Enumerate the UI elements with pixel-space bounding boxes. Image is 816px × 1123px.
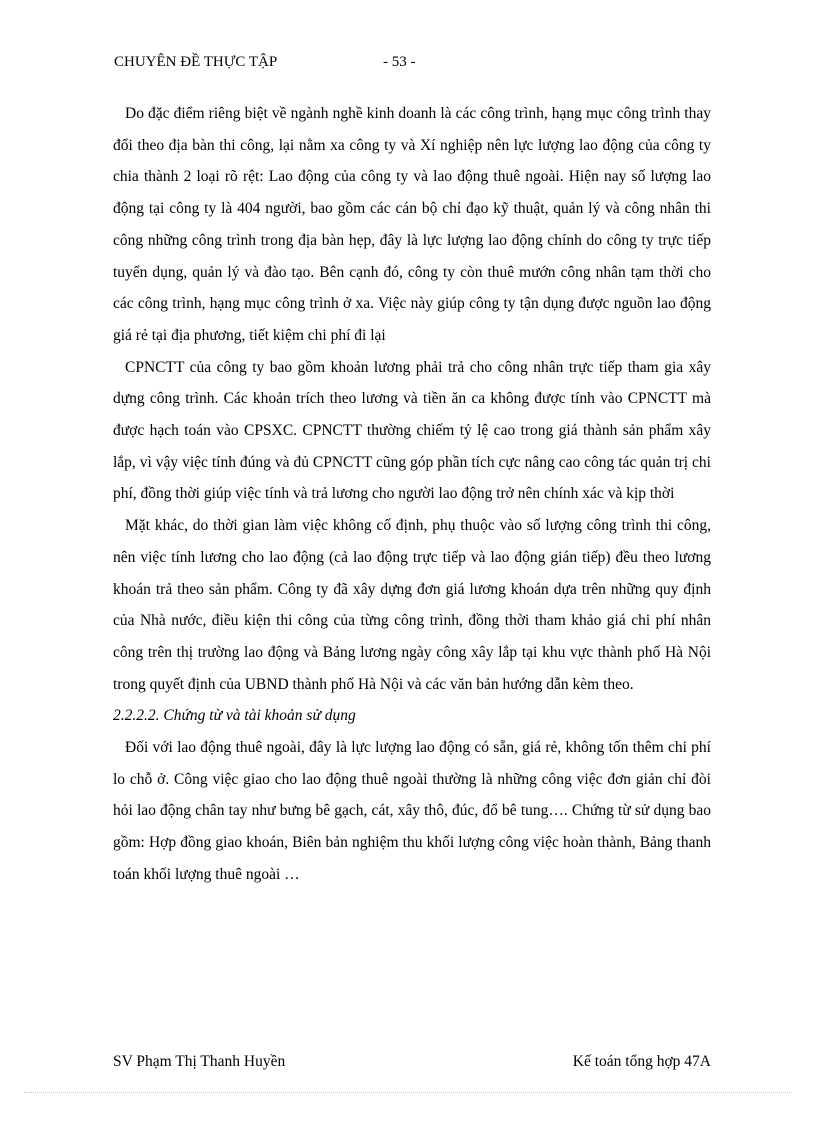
paragraph-wage-calculation: Mặt khác, do thời gian làm việc không cố định, phụ thuộc vào số lượng công trình thi công, nên việc tính lương cho lao động (cả lao động trực tiếp và lao động gián tiếp) đều theo lương khoán trả theo sản phẩm. Công ty đã xây dựng đơn giá lương khoán dựa trên những quy định của Nhà nước, điều kiện thi công của từng công trình, đồng thời tham khảo giá chi phí nhân công trên thị trường lao động và Bảng lương ngày công xây lắp tại khu vực thành phố Hà Nội trong quyết định của UBND thành phố Hà Nội và các văn bản hướng dẫn kèm theo. [113, 517, 711, 693]
paragraph-labor-structure: Do đặc điểm riêng biệt về ngành nghề kinh doanh là các công trình, hạng mục công trình thay đổi theo địa bàn thi công, lại nằm xa công ty và Xí nghiệp nên lực lượng lao động của công ty chia thành 2 loại rõ rệt: Lao động của công ty và lao động thuê ngoài. Hiện nay số lượng lao động tại công ty là 404 người, bao gồm các cán bộ chỉ đạo kỹ thuật, quản lý và công nhân thi công những công trình trong địa bàn hẹp, đây là lực lượng lao động chính do công ty trực tiếp tuyển dụng, quản lý và đào tạo. Bên cạnh đó, công ty còn thuê mướn công nhân tạm thời cho các công trình, hạng mục công trình ở xa. Việc này giúp công ty tận dụng được nguồn lao động giá rẻ tại địa phương, tiết kiệm chi phí đi lại [113, 105, 711, 344]
document-body [113, 98, 711, 891]
section-subheading: 2.2.2.2. Chứng từ và tài khoản sử dụng [113, 707, 356, 725]
page-bottom-divider [24, 1092, 792, 1093]
header-page-number: - 53 - [383, 54, 416, 70]
header-title: CHUYÊN ĐỀ THỰC TẬP [114, 54, 278, 70]
footer-class: Kế toán tổng hợp 47A [572, 1053, 711, 1070]
paragraph-outsourced-labor: Đối với lao động thuê ngoài, đây là lực lượng lao động có sẵn, giá rẻ, không tốn thêm chi phí lo chỗ ở. Công việc giao cho lao động thuê ngoài thường là những công việc đơn giản chỉ đòi hỏi lao động chân tay như bưng bê gạch, cát, xây thô, đúc, đổ bê tung…. Chứng từ sử dụng bao gồm: Hợp đồng giao khoán, Biên bản nghiệm thu khối lượng công việc hoàn thành, Bảng thanh toán khối lượng thuê ngoài … [113, 739, 711, 883]
paragraph-direct-labor-cost: CPNCTT của công ty bao gồm khoản lương phải trả cho công nhân trực tiếp tham gia xây dựng công trình. Các khoản trích theo lương và tiền ăn ca không được tính vào CPNCTT mà được hạch toán vào CPSXC. CPNCTT thường chiếm tỷ lệ cao trong giá thành sản phẩm xây lắp, vì vậy việc tính đúng và đủ CPNCTT cũng góp phần tích cực nâng cao công tác quản trị chi phí, đồng thời giúp việc tính và trả lương cho người lao động trở nên chính xác và kịp thời [113, 358, 711, 503]
footer-author: SV Phạm Thị Thanh Huyền [113, 1053, 286, 1070]
